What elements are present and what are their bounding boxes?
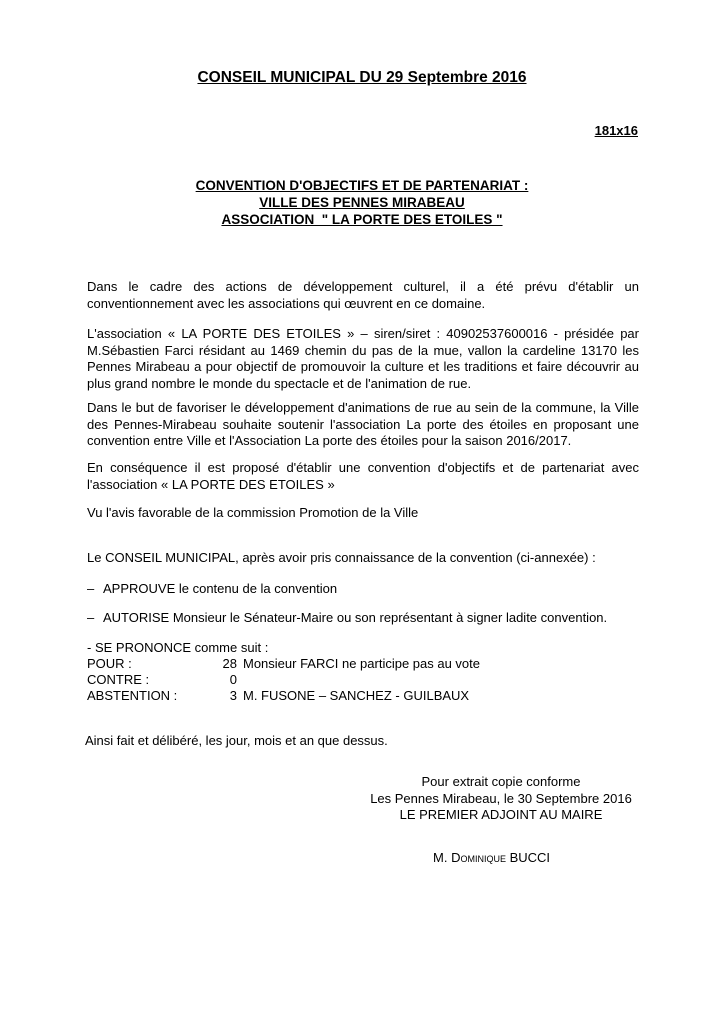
dash-bullet: – (87, 610, 95, 625)
vote-intro: - SE PRONONCE comme suit : (87, 640, 269, 655)
subject-heading (0, 177, 724, 228)
subject-line-3: ASSOCIATION " LA PORTE DES ETOILES " (221, 212, 503, 227)
subject-line-2: VILLE DES PENNES MIRABEAU (259, 195, 465, 210)
page-title: CONSEIL MUNICIPAL DU 29 Septembre 2016 (197, 69, 527, 86)
paragraph-association: L'association « LA PORTE DES ETOILES » – siren/siret : 40902537600016 - présidée par M.Sébastien Farci résidant au 1469 chemin du pas de la mue, vallon la cardeline 13170 les Pennes Mirabeau a pour objectif de promouvoir la culture et les traditions et faire découvrir au plus grand nombre le monde du spectacle et de l'animation de rue. (87, 326, 639, 391)
decision-authorize: – AUTORISE Monsieur le Sénateur-Maire ou son représentant à signer ladite convention. (87, 610, 608, 625)
closing-statement: Ainsi fait et délibéré, les jour, mois et an que dessus. (85, 733, 388, 748)
paragraph-council: Le CONSEIL MUNICIPAL, après avoir pris connaissance de la convention (ci-annexée) : (87, 550, 596, 565)
certification-line-2: Les Pennes Mirabeau, le 30 Septembre 2016 (370, 790, 632, 806)
vote-contre-row: CONTRE : 0 (87, 672, 237, 687)
certification-line-1: Pour extrait copie conforme (421, 774, 581, 789)
paragraph-purpose: Dans le but de favoriser le développement d'animations de rue au sein de la commune, la Ville des Pennes-Mirabeau souhaite soutenir l'association La porte des étoiles en proposant une convention entre Ville et l'Association La porte des étoiles pour la saison 2016/2017. (87, 400, 639, 448)
subject-line-1: CONVENTION D'OBJECTIFS ET DE PARTENARIAT : (195, 178, 529, 193)
paragraph-commission: Vu l'avis favorable de la commission Promotion de la Ville (87, 505, 419, 520)
dash-bullet: – (87, 581, 95, 596)
paragraph-proposal: En conséquence il est proposé d'établir une convention d'objectifs et de partenariat avec l'association « LA PORTE DES ETOILES » (87, 460, 639, 492)
vote-abstention-row: ABSTENTION : 3 M. FUSONE – SANCHEZ - GUILBAUX (87, 688, 470, 703)
certification-line-3: LE PREMIER ADJOINT AU MAIRE (399, 807, 603, 822)
decision-approve: – APPROUVE le contenu de la convention (87, 581, 338, 596)
reference-number: 181x16 (594, 123, 638, 138)
vote-pour-row: POUR : 28 Monsieur FARCI ne participe pas au vote (87, 656, 481, 671)
paragraph-context: Dans le cadre des actions de développement culturel, il a été prévu d'établir un conventionnement avec les associations qui œuvrent en ce domaine. (87, 279, 639, 311)
certification-block (360, 774, 642, 824)
signer-name: M. Dominique BUCCI (433, 850, 551, 865)
